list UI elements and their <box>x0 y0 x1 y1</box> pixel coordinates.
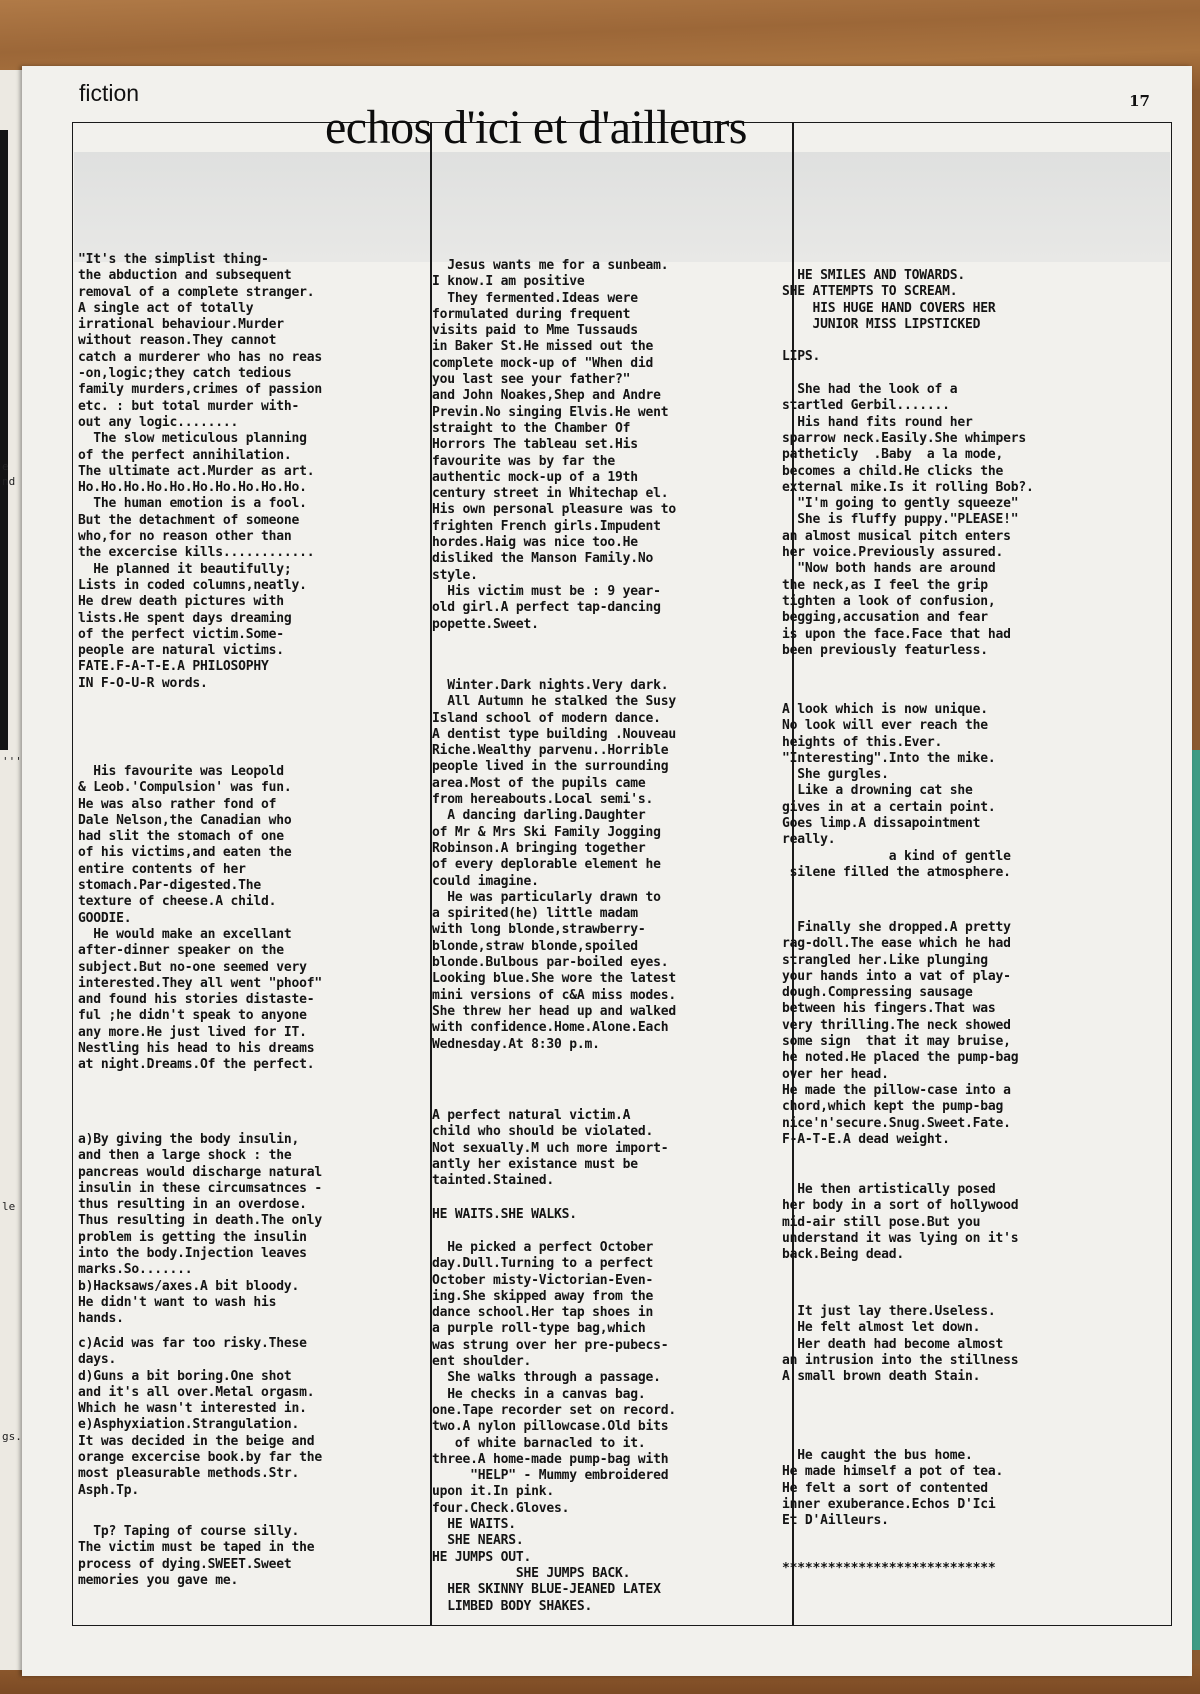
binding-strip <box>0 130 8 750</box>
text-block: A look which is now unique. No look will ever reach the heights of this.Ever. "Interesting".Into the mike. She gurgles. Like a drowning cat she gives in at a certain point. Goes limp.A dissapointment really. a kind of gentle silene filled the atmosphere. <box>782 702 1011 880</box>
text-block: Tp? Taping of course silly. The victim must be taped in the process of dying.SWEET.Sweet memories you gave me. <box>78 1524 315 1588</box>
end-divider: **************************** <box>782 1561 996 1576</box>
text-block: Finally she dropped.A pretty rag-doll.The ease which he had strangled her.Like plunging your hands into a vat of play- dough.Compressing sausage between his fingers.That was very thrilling.The neck showed some sign that it may bruise, he noted.He placed the pump-bag over her head. He made the pillow-case into a chord,which kept the pump-bag nice'n'secure.Snug.Sweet.Fate. F-A-T-E.A dead weight. <box>782 920 1019 1147</box>
left-page-fragment: e <box>2 460 9 473</box>
text-block: "It's the simplist thing- the abduction and subsequent removal of a complete stranger. A single act of totally irrational behaviour.Murder without reason.They cannot catch a murderer who has no reas -on,logic;they catch tedious family murders,crimes of passion etc. : but total murder with- out any logic........ The slow meticulous planning of the perfect annihilation. The ultimate act.Murder as art. Ho.Ho.Ho.Ho.Ho.Ho.Ho.Ho.Ho.Ho. The human emotion is a fool. But the detachment of someone who,for no reason other than the excercise kills............ He planned it beautifully; Lists in coded columns,neatly. He drew death pictures with lists.He spent days dreaming of the perfect victim.Some- people are natural victims. FATE.F-A-T-E.A PHILOSOPHY IN F-O-U-R words. <box>78 252 323 691</box>
text-block: He picked a perfect October day.Dull.Turning to a perfect October misty-Victorian-Even- ing.She skipped away from the dance school.Her tap shoes in a purple roll-type bag,which was strung over her pre-pubecs- ent shoulder. She walks through a passage. He checks in a canvas bag. one.Tape recorder set on record. two.A nylon pillowcase.Old bits of white barnacled to it. three.A home-made pump-bag with "HELP" - Mummy embroidered upon it.In pink. four.Check.Gloves. HE WAITS. SHE NEARS. HE JUMPS OUT. SHE JUMPS BACK. HER SKINNY BLUE-JEANED LATEX LIMBED BODY SHAKES. <box>432 1240 677 1614</box>
text-block: He caught the bus home. He made himself a pot of tea. He felt a sort of contented inner exuberance.Echos D'Ici Et D'Ailleurs. <box>782 1448 1004 1529</box>
text-block: c)Acid was far too risky.These days. d)Guns a bit boring.One shot and it's all over.Metal orgasm. Which he wasn't interested in. e)Asphyxiation.Strangulation. It was decided in the beige and orange excercise book.by far the most pleasurable methods.Str. Asph.Tp. <box>78 1336 323 1498</box>
text-block: His favourite was Leopold & Leob.'Compulsion' was fun. He was also rather fond of Dale Nelson,the Canadian who had slit the stomach of one of his victims,and eaten the entire contents of her stomach.Par-digested.The texture of cheese.A child. GOODIE. He would make an excellant after-dinner speaker on the subject.But no-one seemed very interested.They all went "phoof" and found his stories distaste- ful ;he didn't speak to anyone any more.He just lived for IT. Nestling his head to his dreams at night.Dreams.Of the perfect. <box>78 764 323 1073</box>
text-block: a)By giving the body insulin, and then a large shock : the pancreas would discharge natural insulin in these circumsatnces - thus resulting in an overdose. Thus resulting in death.The only problem is getting the insulin into the body.Injection leaves marks.So....... b)Hacksaws/axes.A bit bloody. He didn't want to wash his hands. <box>78 1132 323 1327</box>
left-page-fragment: gs. <box>2 1430 22 1443</box>
text-block: It just lay there.Useless. He felt almost let down. Her death had become almost an intrusion into the stillness A small brown death Stain. <box>782 1304 1019 1385</box>
text-block: HE SMILES AND TOWARDS. SHE ATTEMPTS TO SCREAM. HIS HUGE HAND COVERS HER JUNIOR MISS LIPSTICKED LIPS. She had the look of a startled Gerbil....... His hand fits round her sparrow neck.Easily.She whimpers patheticly .Baby a la mode, becomes a child.He clicks the external mike.Is it rolling Bob?. "I'm going to gently squeeze" She is fluffy puppy."PLEASE!" an almost musical pitch enters her voice.Previously assured. "Now both hands are around the neck,as I feel the grip tighten a look of confusion, begging,accusation and fear is upon the face.Face that had been previously featurless. <box>782 268 1034 658</box>
text-block: Jesus wants me for a sunbeam. I know.I am positive They fermented.Ideas were formulated during frequent visits paid to Mme Tussauds in Baker St.He missed out the complete mock-up of "When did you last see your father?" and John Noakes,Shep and Andre Previn.No singing Elvis.He went straight to the Chamber Of Horrors The tableau set.His favourite was by far the authentic mock-up of a 19th century street in Whitechap el. His own personal pleasure was to frighten French girls.Impudent hordes.Haig was nice too.He disliked the Manson Family.No style. His victim must be : 9 year- old girl.A perfect tap-dancing popette.Sweet. <box>432 258 677 632</box>
section-label: fiction <box>79 80 140 106</box>
page-number: 17 <box>1129 92 1150 110</box>
text-block: A perfect natural victim.A child who should be violated. Not sexually.M uch more import- antly her existance must be tainted.Stained. <box>432 1108 669 1189</box>
text-block: HE WAITS.SHE WALKS. <box>432 1207 577 1222</box>
left-page-fragment: le <box>2 1200 16 1213</box>
text-block: Winter.Dark nights.Very dark. All Autumn he stalked the Susy Island school of modern dance. A dentist type building .Nouveau Riche.Wealthy parvenu..Horrible people lived in the surrounding area.Most of the pupils came from hereabouts.Local semi's. A dancing darling.Daughter of Mr & Mrs Ski Family Jogging Robinson.A bringing together of every deplorable element he could imagine. He was particularly drawn to a spirited(he) little madam with long blonde,strawberry- blonde,straw blonde,spoiled blonde.Bulbous par-boiled eyes. Looking blue.She wore the latest mini versions of c&A miss modes. She threw her head up and walked with confidence.Home.Alone.Each Wednesday.At 8:30 p.m. <box>432 678 677 1052</box>
text-block: He then artistically posed her body in a sort of hollywood mid-air still pose.But you understand it was lying on it's back.Being dead. <box>782 1182 1019 1263</box>
left-page-fragment: nd <box>2 475 16 488</box>
article-title: echos d'ici et d'ailleurs <box>325 101 747 154</box>
left-page-fragment: ''' <box>2 755 22 768</box>
